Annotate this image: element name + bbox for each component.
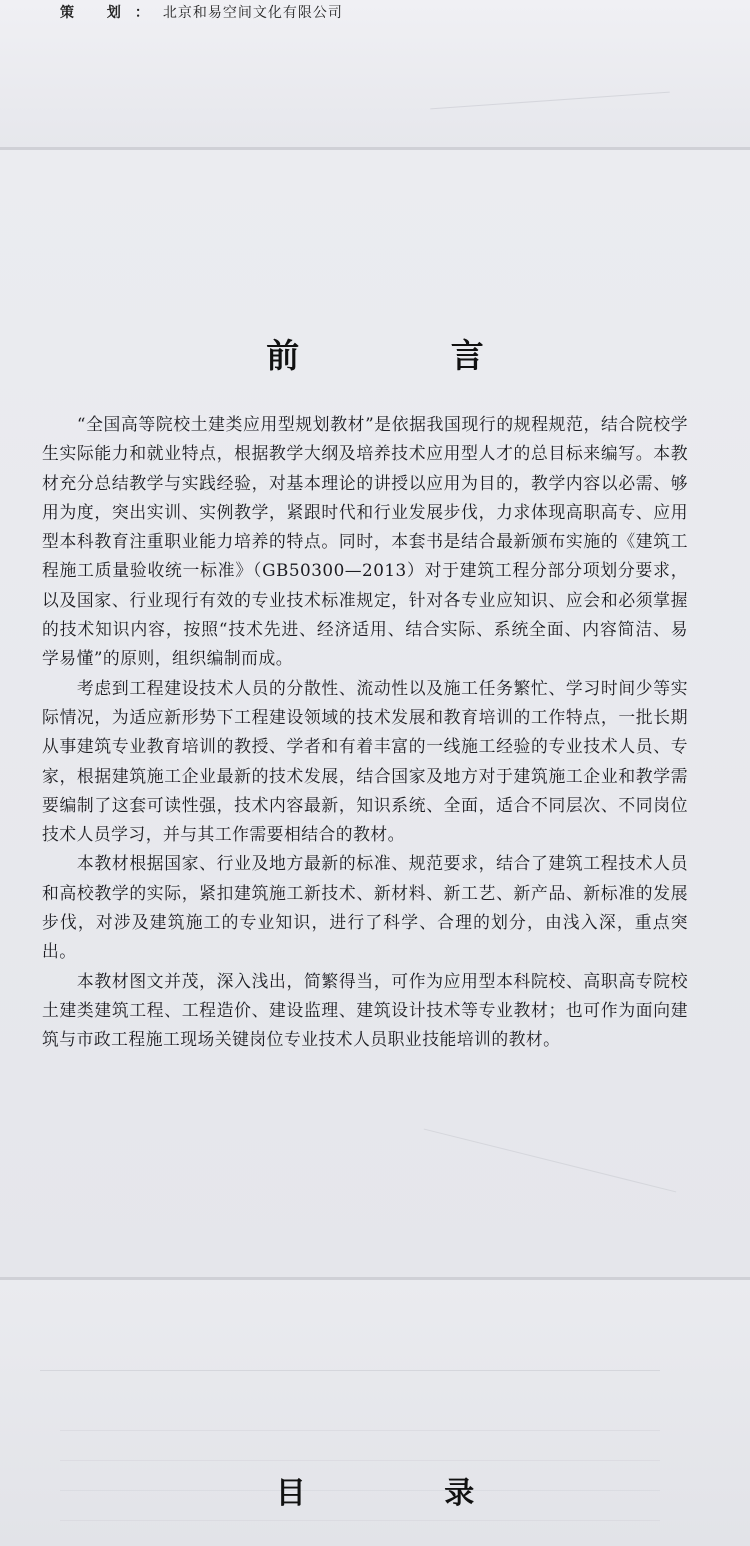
preface-paragraph-1: “全国高等院校土建类应用型规划教材”是依据我国现行的规程规范，结合院校学生实际能力和就业特点，根据教学大纲及培养技术应用型人才的总目标来编写。本教材充分总结教学与实践经验，对基本理论的讲授以应用为目的，教学内容以必需、够用为度，突出实训、实例教学，紧跟时代和行业发展步伐，力求体现高职高专、应用型本科教育注重职业能力培养的特点。同时，本套书是结合最新颁布实施的《建筑工程施工质量验收统一标准》（GB50300—2013）对于建筑工程分部分项划分要求，以及国家、行业现行有效的专业技术标准规定，针对各专业应知识、应会和必须掌握的技术知识内容，按照“技术先进、经济适用、结合实际、系统全面、内容简洁、易学易懂”的原则，组织编制而成。 [42,414,688,669]
page-title: 前 言 [266,336,554,375]
paper-crease [430,92,669,110]
contents-title: 目 录 [275,1476,539,1511]
planner-label: 策 划： [60,5,163,21]
preface-paragraph-3: 本教材根据国家、行业及地方最新的标准、规范要求，结合了建筑工程技术人员和高校教学的实际，紧扣建筑施工新技术、新材料、新工艺、新产品、新标准的发展步伐，对涉及建筑施工的专业知识，进行了科学、合理的划分，由浅入深，重点突出。 [42,853,688,962]
preface-paragraph-4: 本教材图文并茂，深入浅出，简繁得当，可作为应用型本科院校、高职高专院校土建类建筑工程、工程造价、建设监理、建筑设计技术等专业教材；也可作为面向建筑与市政工程施工现场关键岗位专业技术人员职业技能培训的教材。 [42,970,688,1050]
bleed-through-rule [60,1430,660,1431]
paper-crease [424,1129,677,1193]
previous-page [0,0,750,148]
bleed-through-rule [60,1460,660,1461]
preface-body [42,410,688,1055]
planner-line [60,2,343,22]
planner-value: 北京和易空间文化有限公司 [162,5,343,21]
bleed-through-rule [60,1520,660,1521]
header-rule [40,1370,660,1371]
preface-paragraph-2: 考虑到工程建设技术人员的分散性、流动性以及施工任务繁忙、学习时间少等实际情况，为适应新形势下工程建设领域的技术发展和教育培训的工作特点，一批长期从事建筑专业教育培训的教授、学者和有着丰富的一线施工经验的专业技术人员、专家，根据建筑施工企业最新的技术发展，结合国家及地方对于建筑施工企业和教学需要编制了这套可读性强，技术内容最新，知识系统、全面，适合不同层次、不同岗位技术人员学习，并与其工作需要相结合的教材。 [42,677,688,845]
